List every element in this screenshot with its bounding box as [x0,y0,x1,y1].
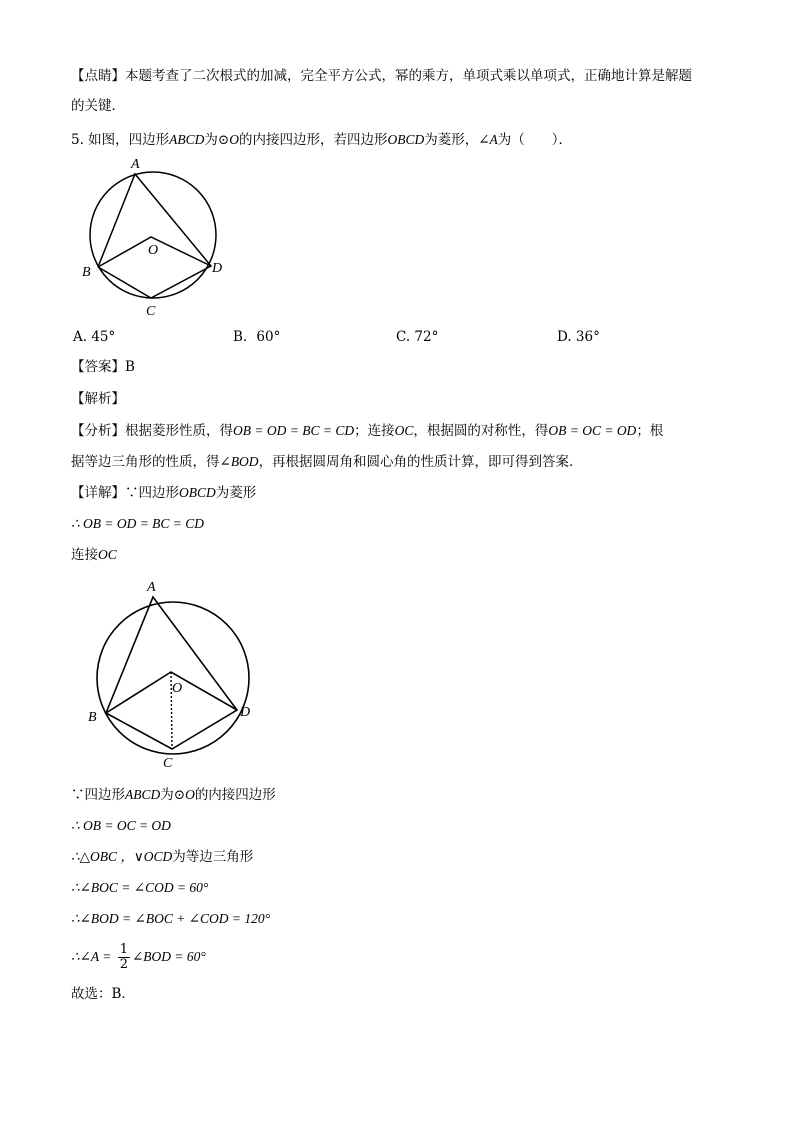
question-stem [71,130,572,150]
detail-line-7: ∴∠BOC = ∠COD = 60° [71,880,209,895]
solution-figure [84,574,264,774]
question-figure [74,150,234,320]
question-text: 5. 如图，四边形 [71,132,170,148]
option-d: D. 36° [557,329,600,345]
detail-line-3 [71,545,117,565]
detail-line-9 [71,942,206,972]
math-abcd: ABCD [125,787,161,802]
label-b: B [88,710,97,725]
detail-line-4 [71,785,276,805]
math-o: O [185,787,195,802]
detail-line-1 [71,483,256,503]
option-a: A. 45° [73,329,116,345]
detail-text: 为菱形 [215,485,257,501]
math-angle-a: ∴∠A = [71,949,112,964]
label-a: A [147,580,156,595]
answer: 【答案】B [71,359,135,375]
option-b: B．60° [233,329,281,345]
detail-line-5: ∴ OB = OC = OD [71,818,171,833]
math-o: O [229,132,239,147]
label-o: O [148,243,159,258]
math-obcd: OBCD [387,132,425,147]
detail-line-10: 故选：B． [71,986,135,1002]
math-eq: OB = OC = OD [548,423,637,438]
circumcircle [90,172,216,298]
math-abcd: ABCD [169,132,205,147]
detail-text: ∵四边形 [71,787,125,803]
math-obcd: OBCD [179,485,216,500]
analysis-heading: 【解析】 [71,391,125,407]
analysis-line-2 [71,452,583,472]
label-a: A [131,157,140,172]
quadrilateral-abcd [98,174,211,298]
detail-text: 【详解】∵四边形 [71,485,179,501]
math-bod: BOD [230,454,259,469]
detail-text: 连接 [71,547,98,563]
analysis-text: ，再根据圆周角和圆心角的性质计算，即可得到答案． [258,454,583,470]
math-ocd: ∨OCD [133,849,173,864]
analysis-text: ，根据圆的对称性，得 [413,423,549,439]
analysis-text: ；连接 [354,423,395,439]
question-text: 的内接四边形，若四边形 [238,132,388,148]
fraction-one-half [118,943,130,972]
question-text: 为菱形，∠ [424,132,490,148]
math-oc: OC [394,423,414,438]
analysis-text: 【分析】根据菱形性质，得 [71,423,233,439]
detail-text: 为⊙ [160,787,186,803]
math-eq: OB = OD = BC = CD [233,423,355,438]
label-d: D [240,705,251,720]
detail-line-2: ∴ OB = OD = BC = CD [71,516,205,531]
math-a: A [489,132,498,147]
tip-line-2: 的关键． [71,98,125,114]
detail-text: 的内接四边形 [194,787,276,803]
question-text: 为（ ）． [497,132,573,148]
option-c: C. 72° [396,329,439,345]
question-text: 为⊙ [204,132,230,148]
math-oc: OC [98,547,117,562]
label-d: D [212,261,223,276]
math-angle-bod: ∠BOD = 60° [131,949,206,964]
analysis-text: 据等边三角形的性质，得∠ [71,454,231,470]
fraction-denominator: 2 [119,957,128,972]
detail-text: 为等边三角形 [172,849,254,865]
label-b: B [82,265,91,280]
detail-line-8: ∴∠BOD = ∠BOC + ∠COD = 120° [71,911,270,926]
label-o: O [172,681,183,696]
analysis-text: ；根 [636,423,664,439]
detail-line-6 [71,847,253,867]
label-c: C [146,304,156,319]
tip-line-1: 【点睛】本题考查了二次根式的加减，完全平方公式，幂的乘方，单项式乘以单项式，正确地计算是解题 [71,68,692,84]
fraction-numerator: 1 [119,942,128,957]
analysis-line-1 [71,421,663,441]
label-c: C [163,756,173,771]
detail-text: ∴△OBC ， [71,849,134,864]
